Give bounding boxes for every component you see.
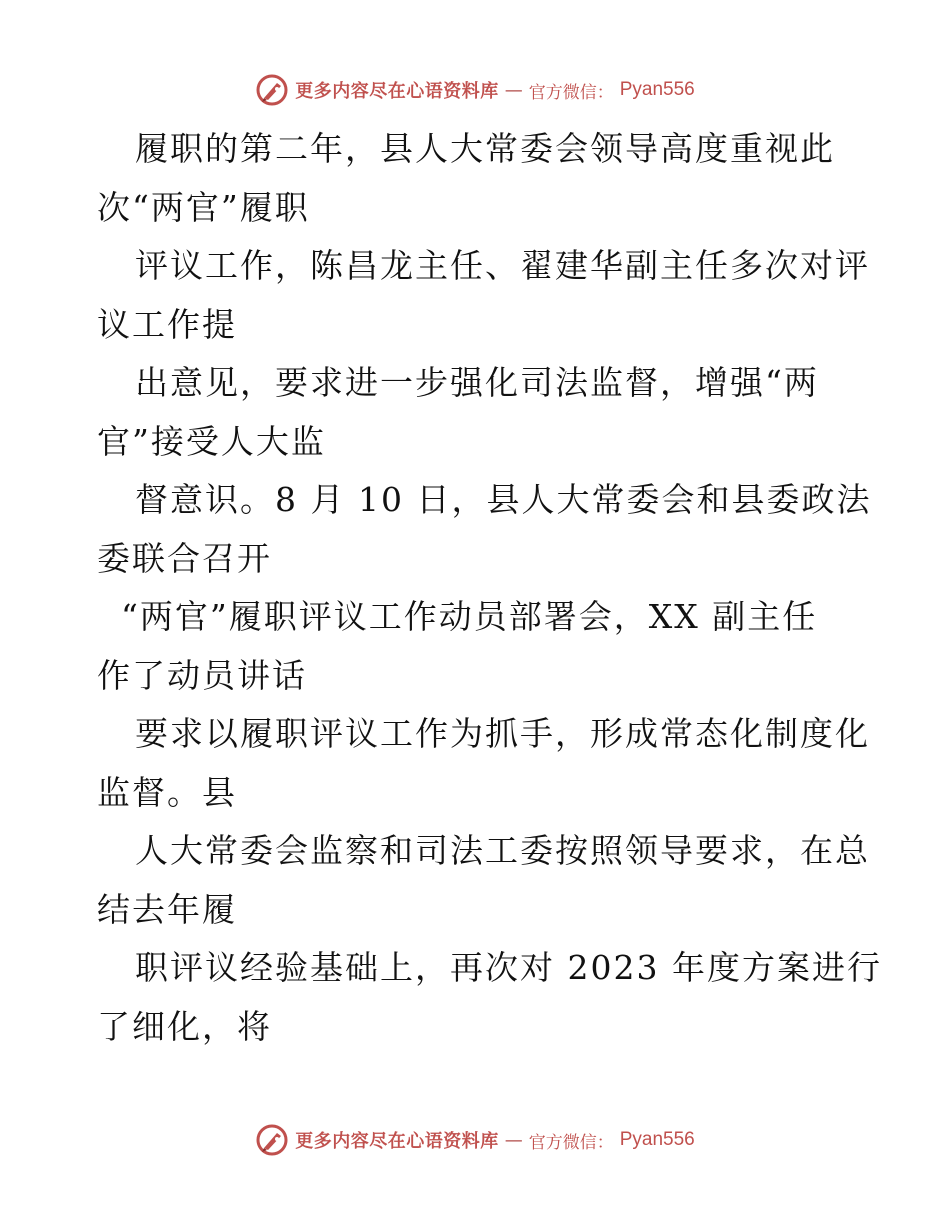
pen-logo-icon [255, 73, 289, 107]
body-line: 监督。县 [97, 772, 237, 812]
pen-logo-icon [255, 1123, 289, 1157]
footer-wechat-id: Pyan556 [619, 1129, 695, 1150]
body-line: 委联合召开 [97, 538, 272, 578]
footer-site-text: 更多内容尽在心语资料库 [295, 1131, 499, 1152]
body-line: 要求以履职评议工作为抓手，形成常态化制度化 [135, 714, 870, 753]
body-line: “两官”履职评议工作动员部署会，XX 副主任 [121, 597, 818, 636]
body-line: 作了动员讲话 [97, 655, 307, 695]
header-wechat-label: 官方微信： [528, 82, 614, 103]
footer-wechat-label: 官方微信： [528, 1132, 614, 1153]
body-line: 议工作提 [97, 304, 237, 344]
body-line: 履职的第二年，县人大常委会领导高度重视此 [135, 129, 835, 168]
body-line: 了细化，将 [97, 1006, 272, 1046]
body-line: 职评议经验基础上，再次对 2023 年度方案进行 [135, 948, 882, 987]
header-wechat-id: Pyan556 [619, 79, 695, 100]
body-line: 评议工作，陈昌龙主任、翟建华副主任多次对评 [135, 246, 870, 285]
footer-separator: — [504, 1129, 523, 1151]
body-line: 官”接受人大监 [97, 421, 326, 461]
footer-banner [0, 1120, 950, 1160]
body-line: 结去年履 [97, 889, 237, 929]
body-line: 人大常委会监察和司法工委按照领导要求，在总 [135, 831, 870, 870]
body-line: 督意识。8 月 10 日，县人大常委会和县委政法 [135, 480, 872, 519]
document-body [97, 120, 882, 1056]
body-line: 次“两官”履职 [97, 187, 310, 227]
header-banner [0, 70, 950, 110]
header-separator: — [504, 79, 523, 101]
body-line: 出意见，要求进一步强化司法监督，增强“两 [135, 363, 819, 402]
header-site-text: 更多内容尽在心语资料库 [295, 81, 499, 102]
